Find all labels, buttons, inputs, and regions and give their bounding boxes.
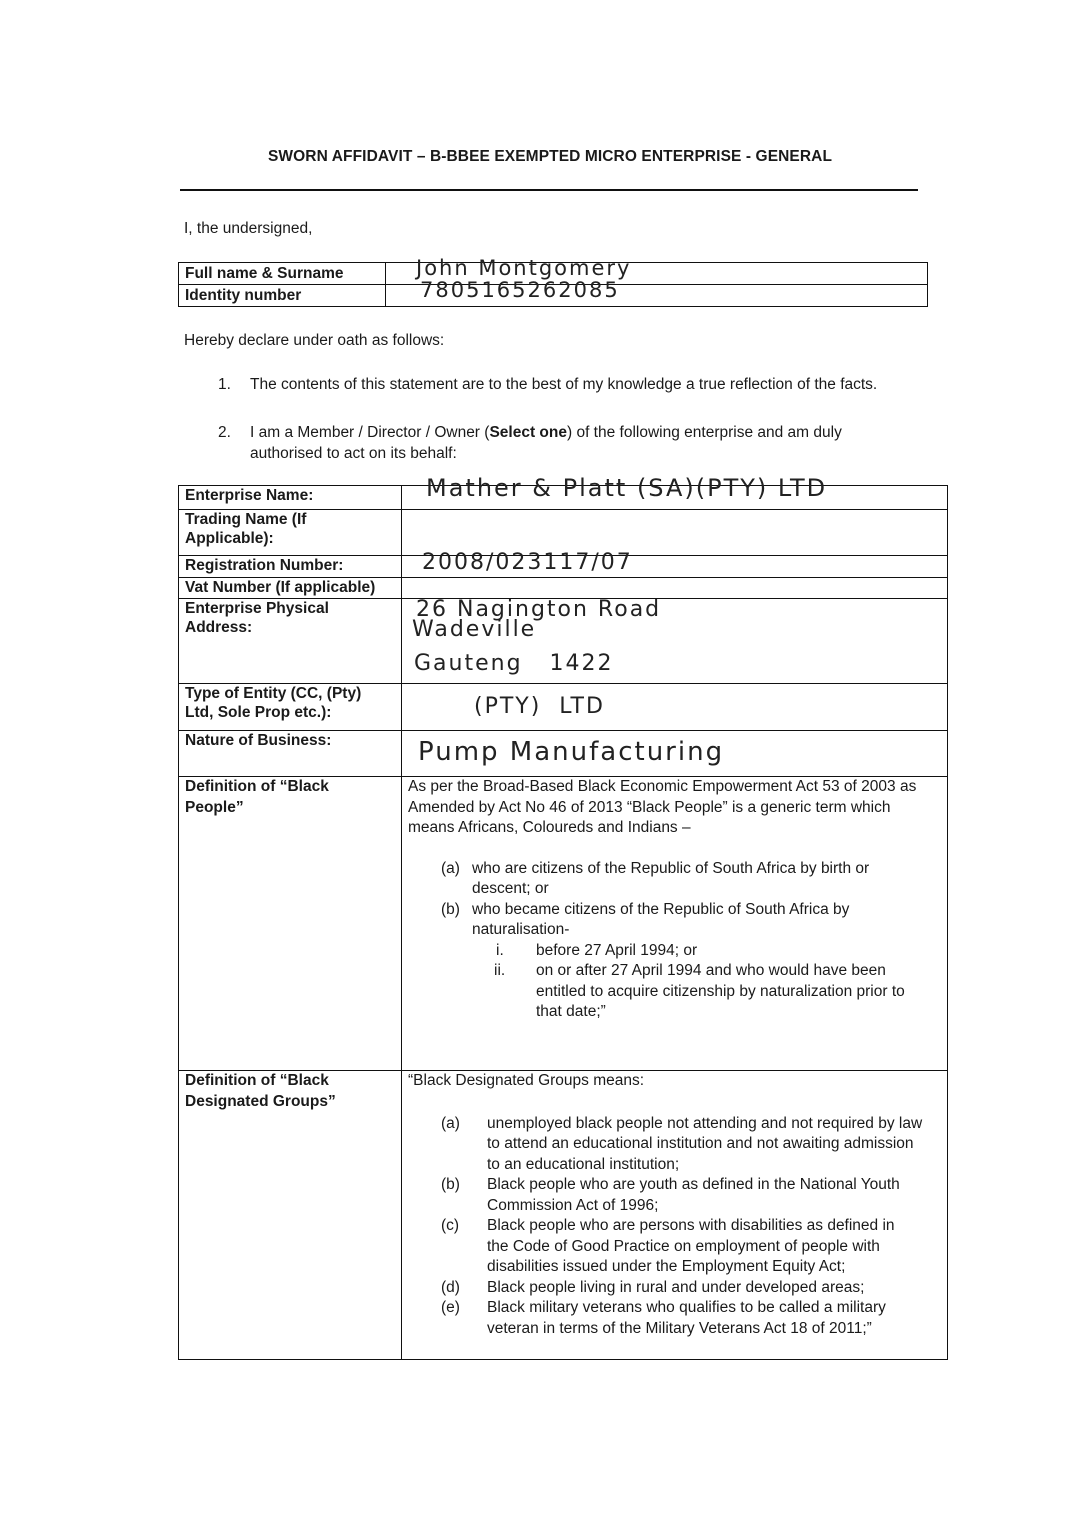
bp-item-b-line-1: who became citizens of the Republic of South Africa by [472, 900, 850, 918]
registration-number-field[interactable] [402, 550, 948, 578]
nature-of-business-label: Nature of Business: [179, 731, 402, 777]
item-2-number: 2. [218, 424, 231, 441]
registration-number-value: 2008/023117/07 [422, 550, 633, 575]
enterprise-name-value: Mather & Platt (SA)(PTY) LTD [426, 474, 828, 502]
bp-item-i-mark: i. [496, 941, 504, 959]
bp-item-ii-line-3: that date;” [536, 1003, 606, 1020]
registration-row [179, 556, 948, 578]
item-2-text-b: ) of the following enterprise and am duly [566, 424, 842, 441]
bp-item-ii-mark: ii. [494, 962, 506, 979]
bp-item-ii [408, 961, 941, 982]
vat-row [179, 578, 948, 599]
identity-number-field[interactable] [386, 278, 928, 307]
dg-item-c-line-2: the Code of Good Practice on employment of people with [487, 1237, 880, 1255]
undersigned-text: I, the undersigned, [184, 220, 313, 237]
dg-item-e-line-2: veteran in terms of the Military Veterans Act 18 of 2011;” [487, 1319, 872, 1337]
address-label [179, 599, 402, 684]
dg-item-a-line-3: to an educational institution; [487, 1155, 680, 1173]
nature-of-business-value: Pump Manufacturing [418, 737, 725, 767]
trading-name-row [179, 510, 948, 556]
address-line-1: 26 Nagington Road [416, 597, 662, 622]
bp-item-b-mark: (b) [441, 900, 460, 918]
bp-text-line-1: As per the Broad-Based Black Economic Empowerment Act 53 of 2003 as [408, 778, 917, 795]
declaration-item-1 [218, 376, 877, 394]
black-people-label-2: People” [185, 798, 244, 816]
dg-item-e-mark: (e) [441, 1299, 460, 1316]
dg-item-a [408, 1114, 941, 1135]
enterprise-name-row [179, 486, 948, 510]
bp-item-ii-line-2: entitled to acquire citizenship by naturalization prior to [536, 982, 905, 1000]
designated-groups-definition [402, 1071, 948, 1360]
bp-item-b-line-2: naturalisation- [472, 921, 570, 938]
black-people-row [179, 777, 948, 1071]
entity-type-label [179, 684, 402, 731]
id-row [179, 285, 928, 307]
designated-groups-row [179, 1071, 948, 1360]
identity-number-label: Identity number [179, 285, 386, 307]
dg-item-d-line-1: Black people living in rural and under developed areas; [487, 1278, 865, 1296]
dg-item-b [408, 1175, 941, 1196]
entity-type-value: (PTY) LTD [474, 694, 605, 719]
full-name-label: Full name & Surname [179, 263, 386, 285]
dg-item-b-line-1: Black people who are youth as defined in the National Youth [487, 1176, 900, 1193]
item-2-line-2: authorised to act on its behalf: [250, 445, 457, 462]
trading-name-field[interactable] [402, 510, 948, 556]
document-title: SWORN AFFIDAVIT – B-BBEE EXEMPTED MICRO ENTERPRISE - GENERAL [267, 148, 833, 165]
full-name-value: John Montgomery [416, 256, 632, 280]
entity-type-row [179, 684, 948, 731]
declaration-item-2 [218, 422, 842, 464]
dg-item-a-mark: (a) [441, 1114, 460, 1132]
bp-item-a-line-1: who are citizens of the Republic of South Africa by birth or [472, 859, 870, 877]
identity-table [178, 256, 928, 307]
bp-item-b [408, 900, 941, 921]
bp-item-a-mark: (a) [441, 859, 460, 877]
identity-number-value: 7805165262085 [420, 278, 620, 302]
dg-item-d-mark: (d) [441, 1278, 460, 1296]
title-divider [180, 189, 918, 191]
bp-item-a-line-2: descent; or [472, 880, 549, 897]
entity-type-field[interactable] [402, 684, 948, 731]
black-people-definition [402, 777, 948, 1071]
bp-item-i [408, 941, 941, 962]
dg-item-b-line-2: Commission Act of 1996; [487, 1196, 659, 1214]
dg-item-e-line-1: Black military veterans who qualifies to be called a military [487, 1299, 886, 1316]
item-2-text-a: I am a Member / Director / Owner ( [250, 424, 490, 441]
bp-text-line-2: Amended by Act No 46 of 2013 “Black People” is a generic term which [408, 798, 891, 816]
dg-item-c-line-1: Black people who are persons with disabilities as defined in [487, 1217, 895, 1234]
designated-groups-label-1: Definition of “Black [185, 1072, 329, 1089]
dg-item-e [408, 1298, 941, 1319]
trading-name-label-2: Applicable): [185, 530, 274, 547]
entity-type-label-2: Ltd, Sole Prop etc.): [185, 704, 332, 721]
vat-number-label: Vat Number (If applicable) [179, 578, 402, 599]
dg-item-c-line-3: disabilities issued under the Employment Equity Act; [487, 1258, 846, 1275]
bp-item-a [408, 859, 941, 880]
nature-of-business-field[interactable] [402, 731, 948, 777]
black-people-label-1: Definition of “Black [185, 778, 329, 795]
item-2-select-one: Select one [489, 424, 567, 441]
item-1-number: 1. [218, 376, 231, 393]
address-row [179, 599, 948, 684]
bp-text-line-3: means Africans, Coloureds and Indians – [408, 819, 691, 836]
trading-name-label-1: Trading Name (If [185, 511, 307, 528]
dg-item-b-mark: (b) [441, 1176, 460, 1193]
declaration-intro: Hereby declare under oath as follows: [184, 332, 445, 349]
dg-item-c-mark: (c) [441, 1217, 460, 1234]
bp-item-ii-line-1: on or after 27 April 1994 and who would have been [536, 962, 886, 979]
address-line-2: Wadeville [412, 617, 537, 642]
bp-item-i-line-1: before 27 April 1994; or [536, 941, 698, 959]
enterprise-name-field[interactable] [402, 474, 948, 510]
address-line-3: Gauteng 1422 [414, 651, 614, 676]
dg-item-a-line-1: unemployed black people not attending and not required by law [487, 1114, 923, 1132]
dg-item-a-line-2: to attend an educational institution and not awaiting admission [487, 1135, 914, 1152]
trading-name-label [179, 510, 402, 556]
address-label-1: Enterprise Physical [185, 600, 329, 617]
dg-item-d [408, 1278, 941, 1299]
enterprise-table [178, 474, 948, 1360]
address-label-2: Address: [185, 619, 253, 636]
dg-item-c [408, 1216, 941, 1237]
dg-intro: “Black Designated Groups means: [408, 1072, 645, 1089]
entity-type-label-1: Type of Entity (CC, (Pty) [185, 685, 362, 702]
address-field[interactable] [402, 599, 948, 684]
registration-number-label: Registration Number: [179, 556, 402, 578]
black-people-label [179, 777, 402, 1071]
designated-groups-label-2: Designated Groups” [185, 1092, 336, 1110]
designated-groups-label [179, 1071, 402, 1360]
item-1-text: The contents of this statement are to the best of my knowledge a true reflection of the facts. [250, 376, 878, 393]
nature-row [179, 731, 948, 777]
vat-number-field[interactable] [402, 578, 948, 599]
enterprise-name-label: Enterprise Name: [179, 486, 402, 510]
